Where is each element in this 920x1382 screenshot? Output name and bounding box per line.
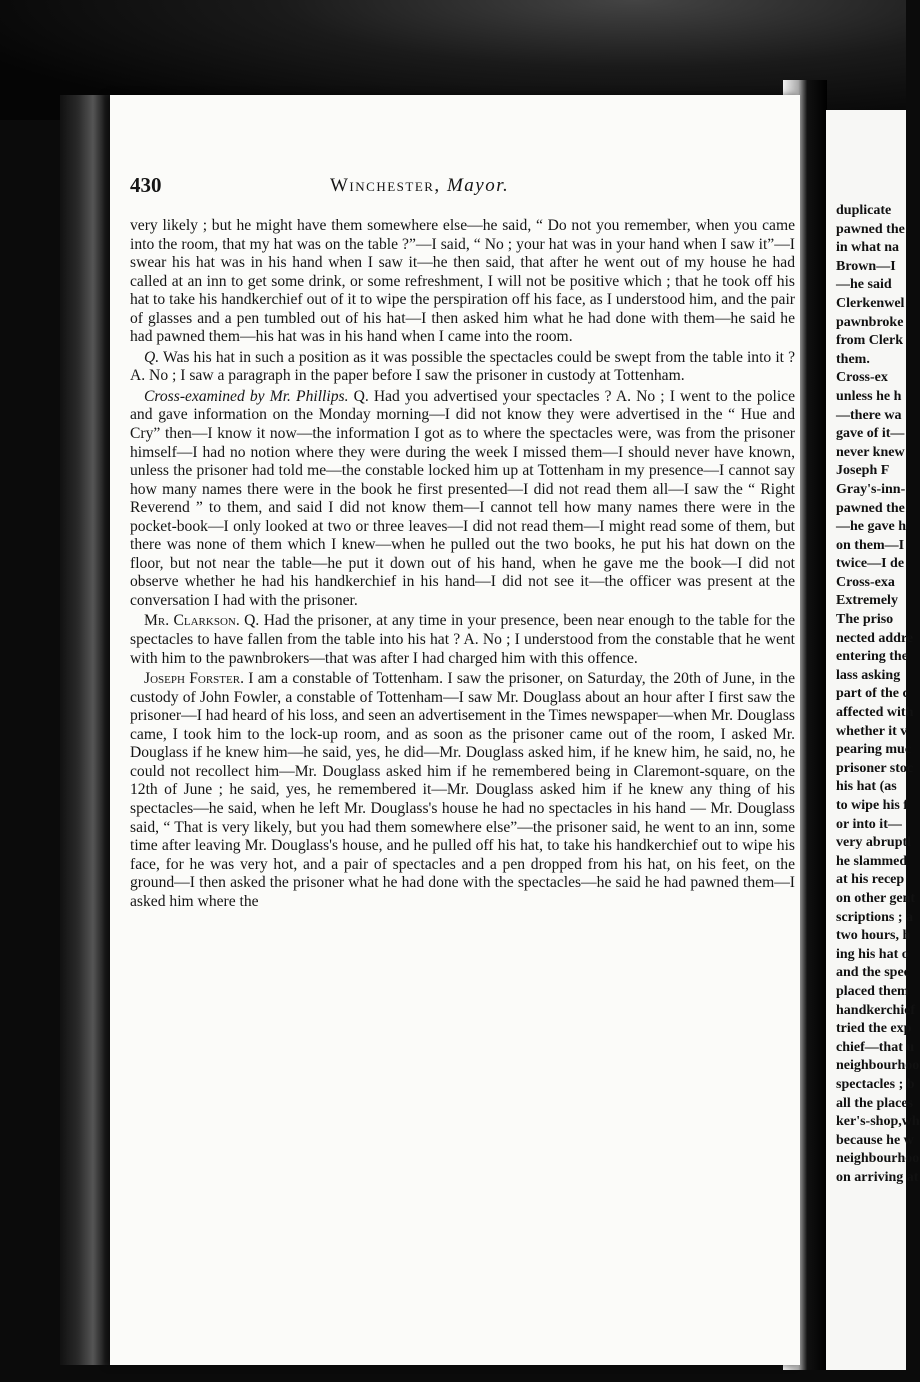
- paragraph-text: Q. Had the prisoner, at any time in your presence, been near enough to the table for the spectacles to have fallen from the table into his hat ? A. No ; I understood from the constable that he went with him to the pawnbrokers—that was after I had charged him with this offence.: [130, 612, 795, 667]
- paragraph-text: Q. Had you advertised your spectacles ? A. No ; I went to the police and gave information on the Monday morning—I did not know they were advertised in the “ Hue and Cry” then—I know it now—the information I got as to where the spectacles were, was from the prisoner himself—I had no notion where they were during the week I missed them—I should never have known, unless the prisoner had told me—the constable locked him up at Tottenham in my presence—I cannot say how many names there were in the book he first presented—I did not read them all—I saw the “ Right Reverend ” to them, and said I did not know them—I cannot tell how many names there were in the pocket-book—I only looked at two or three leaves—I did not read them—I might read some of them, but there was none of them which I knew—when he pulled out the two books, he put his hat down on the floor, but not near the table—he put it down out of his hand, when he gave me the book—I did not observe whether he had his handkerchief in his hand—I did not see it—the officer was present at the conversation I had with the prisoner.: [130, 387, 795, 609]
- paragraph: [130, 349, 795, 386]
- paragraph-lead: Mr. Clarkson.: [144, 612, 240, 630]
- right-page-line: Cross-exa: [836, 574, 895, 590]
- paragraph-lead: Joseph Forster.: [144, 670, 244, 688]
- running-title-name: Winchester,: [330, 175, 441, 196]
- paragraph-lead: Cross-examined by Mr. Phillips.: [144, 387, 349, 405]
- right-page-line: he slammed: [836, 853, 908, 869]
- right-page-line: pawned the: [836, 221, 905, 237]
- paragraph-text: I am a constable of Tottenham. I saw the prisoner, on Saturday, the 20th of June, in the custody of John Fowler, a constable of Tottenham—I saw Mr. Douglass about an hour after I first saw the prisoner—I had heard of his loss, and seen an advertisement in the Times newspaper—when Mr. Douglass came, I took him to the lock-up room, and as soon as the prisoner came out of the room, I asked Mr. Douglass if he knew him—he said, yes, he did—Mr. Douglass asked him, if he knew him, he said, no, he could not recollect him—Mr. Douglass asked him if he remembered being in Claremont-square, on the 12th of June ; he said, yes, he remembered it—Mr. Douglass asked him if he knew any thing of his spectacles—he said, when he left Mr. Douglass's house he had no spectacles in his hand — Mr. Douglass said, “ That is very likely, but you had them somewhere else”—the prisoner said, he went to an inn, some time after leaving Mr. Douglass's house, and he pulled off his hat, to take his handkerchief out to wipe his face, for he was very hot, and a pair of spectacles and a pen dropped from his hat, on his feet, on the ground—I then asked the prisoner what he had done with the spectacles—he said he had pawned them—I asked him where the: [130, 670, 795, 910]
- right-page-line: two hours, h: [836, 928, 911, 944]
- right-page-line: twice—I de: [836, 556, 905, 572]
- right-page-line: Brown—I: [836, 258, 896, 274]
- right-page-line: ing his hat o: [836, 946, 909, 962]
- right-page-line: ker's-shop,wh: [836, 1114, 920, 1130]
- right-page-line: or into it—: [836, 816, 902, 832]
- right-page-line: never knew: [836, 444, 905, 460]
- paragraph-lead: Q.: [144, 348, 160, 366]
- right-page-line: on them—I: [836, 537, 905, 553]
- right-page-line: Joseph F: [836, 463, 890, 479]
- right-page-line: spectacles ; b: [836, 1076, 915, 1092]
- right-page-line: gave of it—: [836, 426, 905, 442]
- right-page-line: on other gent: [836, 890, 916, 906]
- right-page-line: his hat (as: [836, 779, 897, 795]
- running-title-role: Mayor.: [446, 175, 510, 196]
- right-page-lines: [826, 202, 920, 1187]
- right-page-line: affected with: [836, 705, 914, 721]
- right-page-line: part of the c: [836, 686, 909, 702]
- right-page-line: —there wa: [836, 407, 902, 423]
- right-page-line: in what na: [836, 240, 900, 256]
- right-page-line: Gray's-inn-: [836, 481, 906, 497]
- paragraph: [130, 217, 795, 347]
- right-page-line: pawned the: [836, 500, 905, 516]
- right-page-edge: [826, 110, 920, 1370]
- right-page-line: neighbourhoo: [836, 1151, 920, 1167]
- right-page-line: on arriving at: [836, 1169, 919, 1185]
- paragraph-text: very likely ; but he might have them somewhere else—he said, “ Do not you remember, when you came into the room, that my hat was on the table ?”—I said, “ No ; your hat was in your hand when I saw it”—I swear his hat was in his hand when I saw it—he then said, that after he went out of my house he had called at an inn to get some drink, or some refreshment, I will not be positive which ; that he took off his hat to take his handkerchief out of it to wipe the perspiration off his face, as I understood him, and the pair of glasses and a pen tumbled out of his hat—I then asked him what he had done with them—he said he had pawned them—his hat was in his hand when I came into the room.: [130, 217, 795, 346]
- running-title: [330, 175, 509, 197]
- right-page-line: pearing muc: [836, 742, 912, 758]
- right-page-line: Clerkenwel: [836, 295, 905, 311]
- right-page-line: nected addre: [836, 630, 914, 646]
- right-page-line: at his recep: [836, 872, 905, 888]
- right-page-line: pawnbroke: [836, 314, 904, 330]
- right-page-line: and the spec: [836, 965, 910, 981]
- paragraph: [130, 612, 795, 668]
- right-page-line: handkerchief: [836, 1002, 916, 1018]
- right-page-line: —he said: [836, 277, 892, 293]
- right-page-line: duplicate: [836, 203, 892, 218]
- right-page-line: placed them: [836, 983, 909, 999]
- right-page-line: The priso: [836, 612, 894, 628]
- page-header: [130, 173, 690, 203]
- right-page-line: scriptions ; a: [836, 909, 913, 925]
- right-page-line: all the places: [836, 1095, 913, 1111]
- right-page-line: whether it v: [836, 723, 908, 739]
- paragraph-text: Was his hat in such a position as it was possible the spectacles could be swept from the table into it ? A. No ; I saw a paragraph in the paper before I saw the prisoner in custody at Tottenham.: [130, 348, 795, 385]
- right-page-line: lass asking: [836, 667, 901, 683]
- right-page-line: chief—that u: [836, 1039, 915, 1055]
- right-page-line: them.: [836, 351, 870, 367]
- right-page-line: neighbourhoo: [836, 1058, 920, 1074]
- right-page-line: because he w: [836, 1132, 914, 1148]
- right-page-line: tried the exp: [836, 1021, 912, 1037]
- paragraph: [130, 670, 795, 911]
- left-page: [110, 95, 800, 1365]
- paragraph: [130, 388, 795, 611]
- right-page-line: from Clerk: [836, 333, 903, 349]
- right-page-line: very abruptl: [836, 835, 912, 851]
- right-page-line: Cross-ex: [836, 370, 888, 386]
- right-page-line: entering the: [836, 649, 908, 665]
- right-page-line: to wipe his f: [836, 798, 908, 813]
- body-text: [130, 217, 795, 913]
- right-page-line: —he gave h: [836, 519, 906, 535]
- right-page-line: Extremely: [836, 593, 898, 609]
- right-page-line: prisoner stoc: [836, 760, 914, 776]
- page-number: 430: [130, 173, 162, 197]
- right-page-line: unless he h: [836, 388, 902, 404]
